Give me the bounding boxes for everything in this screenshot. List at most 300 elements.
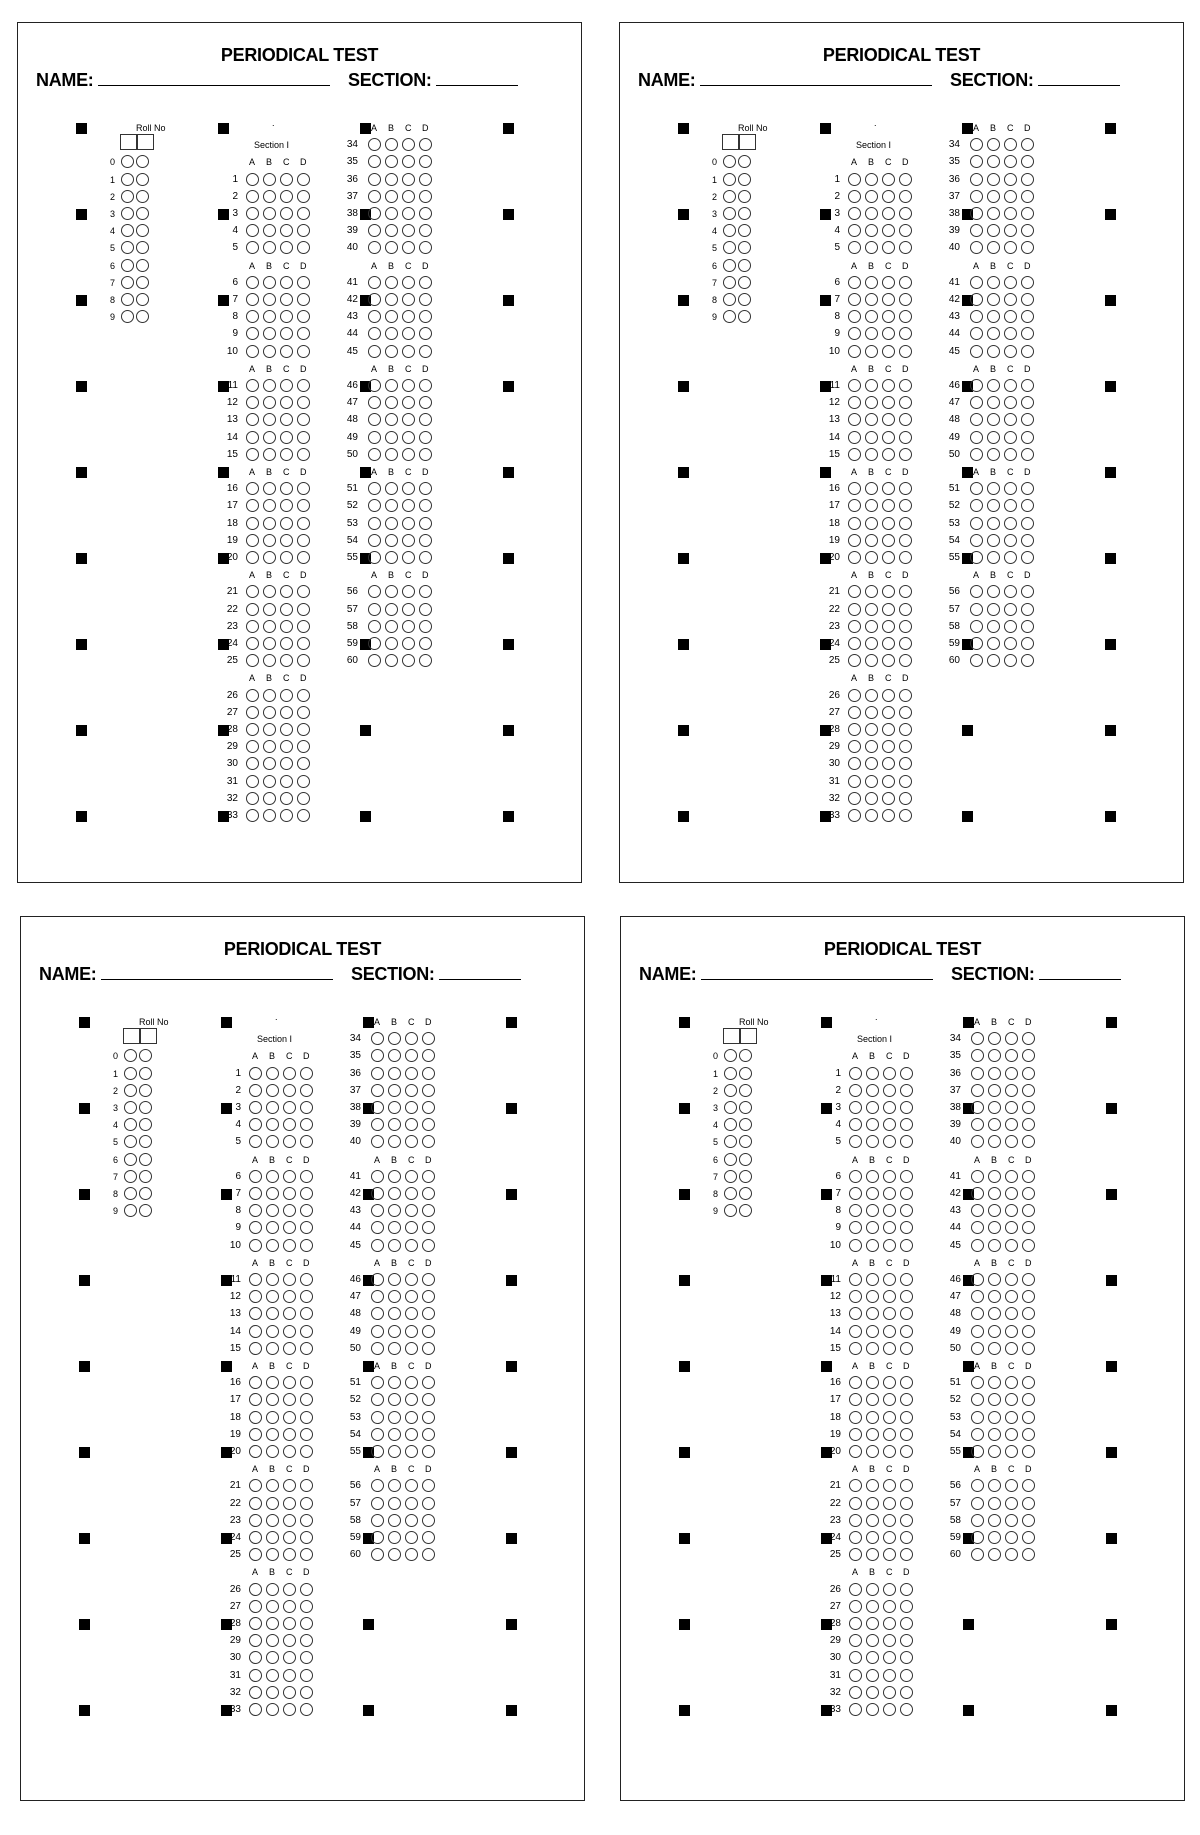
roll-no-box[interactable] — [723, 1028, 740, 1044]
bubble-q20-c[interactable] — [883, 1445, 896, 1458]
bubble-q40-b[interactable] — [987, 241, 1000, 254]
bubble-q40-a[interactable] — [971, 1135, 984, 1148]
bubble-q33-c[interactable] — [883, 1703, 896, 1716]
bubble-q34-c[interactable] — [1004, 138, 1017, 151]
bubble-q48-a[interactable] — [371, 1307, 384, 1320]
bubble-q1-d[interactable] — [297, 173, 310, 186]
bubble-q55-b[interactable] — [388, 1445, 401, 1458]
bubble-q22-b[interactable] — [866, 1497, 879, 1510]
bubble-q59-d[interactable] — [419, 637, 432, 650]
bubble-q28-b[interactable] — [865, 723, 878, 736]
bubble-q33-a[interactable] — [246, 809, 259, 822]
bubble-q30-a[interactable] — [249, 1651, 262, 1664]
bubble-q8-a[interactable] — [849, 1204, 862, 1217]
bubble-q8-c[interactable] — [280, 310, 293, 323]
bubble-q45-b[interactable] — [988, 1239, 1001, 1252]
bubble-q1-c[interactable] — [283, 1067, 296, 1080]
bubble-q41-b[interactable] — [388, 1170, 401, 1183]
roll-bubble-2-1[interactable] — [124, 1084, 137, 1097]
bubble-q27-c[interactable] — [883, 1600, 896, 1613]
bubble-q23-d[interactable] — [297, 620, 310, 633]
bubble-q43-d[interactable] — [419, 310, 432, 323]
roll-bubble-3-2[interactable] — [139, 1101, 152, 1114]
bubble-q16-c[interactable] — [280, 482, 293, 495]
bubble-q39-c[interactable] — [405, 1118, 418, 1131]
bubble-q56-c[interactable] — [405, 1479, 418, 1492]
bubble-q9-d[interactable] — [300, 1221, 313, 1234]
bubble-q43-c[interactable] — [402, 310, 415, 323]
bubble-q25-c[interactable] — [283, 1548, 296, 1561]
bubble-q9-c[interactable] — [280, 327, 293, 340]
bubble-q9-a[interactable] — [848, 327, 861, 340]
bubble-q36-b[interactable] — [388, 1067, 401, 1080]
bubble-q39-b[interactable] — [988, 1118, 1001, 1131]
bubble-q2-d[interactable] — [899, 190, 912, 203]
bubble-q39-d[interactable] — [419, 224, 432, 237]
bubble-q42-d[interactable] — [1022, 1187, 1035, 1200]
bubble-q55-c[interactable] — [1005, 1445, 1018, 1458]
bubble-q34-c[interactable] — [1005, 1032, 1018, 1045]
bubble-q47-d[interactable] — [1022, 1290, 1035, 1303]
bubble-q5-b[interactable] — [263, 241, 276, 254]
bubble-q27-d[interactable] — [900, 1600, 913, 1613]
bubble-q42-d[interactable] — [1021, 293, 1034, 306]
bubble-q6-a[interactable] — [249, 1170, 262, 1183]
bubble-q7-d[interactable] — [300, 1187, 313, 1200]
bubble-q53-b[interactable] — [388, 1411, 401, 1424]
bubble-q12-b[interactable] — [865, 396, 878, 409]
bubble-q54-a[interactable] — [368, 534, 381, 547]
bubble-q33-c[interactable] — [280, 809, 293, 822]
roll-bubble-9-2[interactable] — [738, 310, 751, 323]
bubble-q2-b[interactable] — [266, 1084, 279, 1097]
bubble-q31-b[interactable] — [263, 775, 276, 788]
bubble-q15-b[interactable] — [865, 448, 878, 461]
bubble-q51-c[interactable] — [1004, 482, 1017, 495]
bubble-q6-b[interactable] — [263, 276, 276, 289]
bubble-q31-c[interactable] — [283, 1669, 296, 1682]
bubble-q24-b[interactable] — [865, 637, 878, 650]
bubble-q56-d[interactable] — [422, 1479, 435, 1492]
roll-bubble-5-2[interactable] — [136, 241, 149, 254]
bubble-q56-b[interactable] — [385, 585, 398, 598]
bubble-q28-c[interactable] — [280, 723, 293, 736]
roll-bubble-2-1[interactable] — [723, 190, 736, 203]
bubble-q44-d[interactable] — [422, 1221, 435, 1234]
bubble-q19-d[interactable] — [900, 1428, 913, 1441]
bubble-q27-b[interactable] — [866, 1600, 879, 1613]
bubble-q40-c[interactable] — [405, 1135, 418, 1148]
bubble-q24-d[interactable] — [300, 1531, 313, 1544]
bubble-q18-b[interactable] — [865, 517, 878, 530]
bubble-q53-c[interactable] — [1004, 517, 1017, 530]
bubble-q21-c[interactable] — [882, 585, 895, 598]
bubble-q7-b[interactable] — [263, 293, 276, 306]
bubble-q22-b[interactable] — [266, 1497, 279, 1510]
bubble-q18-c[interactable] — [283, 1411, 296, 1424]
bubble-q44-b[interactable] — [987, 327, 1000, 340]
bubble-q54-b[interactable] — [385, 534, 398, 547]
bubble-q12-b[interactable] — [263, 396, 276, 409]
bubble-q13-b[interactable] — [266, 1307, 279, 1320]
bubble-q24-d[interactable] — [899, 637, 912, 650]
bubble-q10-d[interactable] — [297, 345, 310, 358]
bubble-q15-a[interactable] — [848, 448, 861, 461]
bubble-q24-a[interactable] — [246, 637, 259, 650]
bubble-q7-c[interactable] — [283, 1187, 296, 1200]
bubble-q18-a[interactable] — [848, 517, 861, 530]
bubble-q10-b[interactable] — [865, 345, 878, 358]
roll-bubble-2-2[interactable] — [739, 1084, 752, 1097]
bubble-q60-a[interactable] — [971, 1548, 984, 1561]
roll-bubble-1-1[interactable] — [124, 1067, 137, 1080]
roll-bubble-8-2[interactable] — [738, 293, 751, 306]
bubble-q45-a[interactable] — [371, 1239, 384, 1252]
roll-bubble-1-2[interactable] — [136, 173, 149, 186]
bubble-q50-c[interactable] — [1004, 448, 1017, 461]
roll-bubble-7-1[interactable] — [121, 276, 134, 289]
bubble-q46-b[interactable] — [388, 1273, 401, 1286]
bubble-q8-b[interactable] — [266, 1204, 279, 1217]
bubble-q20-d[interactable] — [900, 1445, 913, 1458]
bubble-q6-c[interactable] — [280, 276, 293, 289]
bubble-q44-b[interactable] — [988, 1221, 1001, 1234]
bubble-q11-a[interactable] — [849, 1273, 862, 1286]
bubble-q35-a[interactable] — [371, 1049, 384, 1062]
bubble-q42-d[interactable] — [419, 293, 432, 306]
roll-bubble-0-2[interactable] — [738, 155, 751, 168]
bubble-q47-d[interactable] — [419, 396, 432, 409]
roll-bubble-4-1[interactable] — [724, 1118, 737, 1131]
bubble-q55-d[interactable] — [419, 551, 432, 564]
bubble-q41-d[interactable] — [422, 1170, 435, 1183]
bubble-q55-b[interactable] — [988, 1445, 1001, 1458]
bubble-q33-d[interactable] — [300, 1703, 313, 1716]
bubble-q26-a[interactable] — [249, 1583, 262, 1596]
bubble-q33-d[interactable] — [297, 809, 310, 822]
bubble-q14-d[interactable] — [300, 1325, 313, 1338]
bubble-q35-c[interactable] — [1005, 1049, 1018, 1062]
bubble-q1-d[interactable] — [899, 173, 912, 186]
bubble-q15-b[interactable] — [263, 448, 276, 461]
bubble-q58-d[interactable] — [1021, 620, 1034, 633]
bubble-q54-b[interactable] — [388, 1428, 401, 1441]
bubble-q51-d[interactable] — [422, 1376, 435, 1389]
bubble-q34-a[interactable] — [971, 1032, 984, 1045]
bubble-q52-b[interactable] — [388, 1393, 401, 1406]
bubble-q11-c[interactable] — [280, 379, 293, 392]
bubble-q40-b[interactable] — [388, 1135, 401, 1148]
bubble-q57-d[interactable] — [419, 603, 432, 616]
bubble-q29-b[interactable] — [263, 740, 276, 753]
bubble-q56-a[interactable] — [970, 585, 983, 598]
bubble-q26-b[interactable] — [263, 689, 276, 702]
roll-bubble-6-1[interactable] — [121, 259, 134, 272]
bubble-q20-a[interactable] — [246, 551, 259, 564]
bubble-q13-d[interactable] — [297, 413, 310, 426]
bubble-q1-b[interactable] — [866, 1067, 879, 1080]
bubble-q26-c[interactable] — [283, 1583, 296, 1596]
bubble-q47-b[interactable] — [388, 1290, 401, 1303]
bubble-q14-b[interactable] — [266, 1325, 279, 1338]
bubble-q3-c[interactable] — [283, 1101, 296, 1114]
bubble-q37-b[interactable] — [385, 190, 398, 203]
bubble-q8-b[interactable] — [865, 310, 878, 323]
bubble-q58-a[interactable] — [970, 620, 983, 633]
bubble-q51-b[interactable] — [987, 482, 1000, 495]
bubble-q12-b[interactable] — [866, 1290, 879, 1303]
bubble-q30-a[interactable] — [848, 757, 861, 770]
bubble-q40-a[interactable] — [371, 1135, 384, 1148]
bubble-q35-d[interactable] — [1021, 155, 1034, 168]
bubble-q13-c[interactable] — [883, 1307, 896, 1320]
roll-bubble-5-1[interactable] — [723, 241, 736, 254]
roll-bubble-7-2[interactable] — [738, 276, 751, 289]
bubble-q34-b[interactable] — [987, 138, 1000, 151]
bubble-q37-a[interactable] — [970, 190, 983, 203]
bubble-q27-b[interactable] — [865, 706, 878, 719]
bubble-q6-d[interactable] — [297, 276, 310, 289]
bubble-q57-b[interactable] — [988, 1497, 1001, 1510]
bubble-q55-b[interactable] — [385, 551, 398, 564]
bubble-q48-b[interactable] — [388, 1307, 401, 1320]
bubble-q17-d[interactable] — [300, 1393, 313, 1406]
roll-bubble-8-1[interactable] — [121, 293, 134, 306]
roll-bubble-4-2[interactable] — [739, 1118, 752, 1131]
bubble-q22-b[interactable] — [263, 603, 276, 616]
bubble-q58-c[interactable] — [402, 620, 415, 633]
bubble-q50-d[interactable] — [422, 1342, 435, 1355]
bubble-q19-a[interactable] — [249, 1428, 262, 1441]
bubble-q24-a[interactable] — [849, 1531, 862, 1544]
bubble-q60-b[interactable] — [988, 1548, 1001, 1561]
bubble-q31-d[interactable] — [297, 775, 310, 788]
bubble-q60-b[interactable] — [987, 654, 1000, 667]
bubble-q57-c[interactable] — [1005, 1497, 1018, 1510]
bubble-q5-b[interactable] — [266, 1135, 279, 1148]
bubble-q23-b[interactable] — [266, 1514, 279, 1527]
bubble-q12-c[interactable] — [283, 1290, 296, 1303]
bubble-q57-b[interactable] — [987, 603, 1000, 616]
bubble-q59-b[interactable] — [988, 1531, 1001, 1544]
bubble-q29-c[interactable] — [283, 1634, 296, 1647]
bubble-q22-c[interactable] — [280, 603, 293, 616]
bubble-q18-b[interactable] — [266, 1411, 279, 1424]
bubble-q32-a[interactable] — [848, 792, 861, 805]
bubble-q38-b[interactable] — [988, 1101, 1001, 1114]
bubble-q42-c[interactable] — [405, 1187, 418, 1200]
bubble-q23-a[interactable] — [246, 620, 259, 633]
bubble-q19-b[interactable] — [263, 534, 276, 547]
bubble-q50-d[interactable] — [419, 448, 432, 461]
bubble-q48-d[interactable] — [1022, 1307, 1035, 1320]
bubble-q56-c[interactable] — [1005, 1479, 1018, 1492]
bubble-q45-d[interactable] — [419, 345, 432, 358]
bubble-q24-a[interactable] — [848, 637, 861, 650]
bubble-q50-b[interactable] — [385, 448, 398, 461]
bubble-q39-d[interactable] — [1021, 224, 1034, 237]
bubble-q16-a[interactable] — [848, 482, 861, 495]
roll-bubble-4-1[interactable] — [124, 1118, 137, 1131]
bubble-q1-a[interactable] — [249, 1067, 262, 1080]
bubble-q10-d[interactable] — [300, 1239, 313, 1252]
bubble-q43-d[interactable] — [1021, 310, 1034, 323]
bubble-q17-b[interactable] — [263, 499, 276, 512]
bubble-q22-a[interactable] — [246, 603, 259, 616]
bubble-q10-b[interactable] — [266, 1239, 279, 1252]
bubble-q43-d[interactable] — [1022, 1204, 1035, 1217]
bubble-q1-a[interactable] — [849, 1067, 862, 1080]
roll-bubble-8-2[interactable] — [136, 293, 149, 306]
bubble-q16-c[interactable] — [283, 1376, 296, 1389]
bubble-q27-a[interactable] — [849, 1600, 862, 1613]
bubble-q15-c[interactable] — [883, 1342, 896, 1355]
bubble-q46-a[interactable] — [970, 379, 983, 392]
bubble-q40-c[interactable] — [1004, 241, 1017, 254]
roll-bubble-0-1[interactable] — [121, 155, 134, 168]
bubble-q4-b[interactable] — [865, 224, 878, 237]
roll-bubble-0-1[interactable] — [723, 155, 736, 168]
roll-bubble-2-1[interactable] — [724, 1084, 737, 1097]
bubble-q26-d[interactable] — [899, 689, 912, 702]
bubble-q28-b[interactable] — [263, 723, 276, 736]
bubble-q31-a[interactable] — [849, 1669, 862, 1682]
bubble-q19-d[interactable] — [297, 534, 310, 547]
roll-no-box[interactable] — [740, 1028, 757, 1044]
bubble-q17-d[interactable] — [900, 1393, 913, 1406]
bubble-q21-b[interactable] — [866, 1479, 879, 1492]
bubble-q44-c[interactable] — [402, 327, 415, 340]
bubble-q44-c[interactable] — [1005, 1221, 1018, 1234]
bubble-q42-c[interactable] — [402, 293, 415, 306]
bubble-q59-a[interactable] — [371, 1531, 384, 1544]
bubble-q44-c[interactable] — [405, 1221, 418, 1234]
bubble-q36-d[interactable] — [419, 173, 432, 186]
bubble-q12-c[interactable] — [280, 396, 293, 409]
bubble-q34-a[interactable] — [368, 138, 381, 151]
bubble-q47-a[interactable] — [368, 396, 381, 409]
bubble-q45-a[interactable] — [971, 1239, 984, 1252]
bubble-q54-d[interactable] — [1022, 1428, 1035, 1441]
bubble-q7-d[interactable] — [900, 1187, 913, 1200]
bubble-q41-c[interactable] — [402, 276, 415, 289]
bubble-q18-d[interactable] — [300, 1411, 313, 1424]
roll-bubble-1-1[interactable] — [723, 173, 736, 186]
bubble-q33-c[interactable] — [882, 809, 895, 822]
bubble-q10-c[interactable] — [283, 1239, 296, 1252]
bubble-q12-a[interactable] — [849, 1290, 862, 1303]
bubble-q23-a[interactable] — [848, 620, 861, 633]
bubble-q39-a[interactable] — [368, 224, 381, 237]
roll-bubble-5-1[interactable] — [124, 1135, 137, 1148]
bubble-q47-a[interactable] — [971, 1290, 984, 1303]
bubble-q2-a[interactable] — [249, 1084, 262, 1097]
bubble-q35-c[interactable] — [402, 155, 415, 168]
bubble-q50-a[interactable] — [368, 448, 381, 461]
bubble-q54-a[interactable] — [371, 1428, 384, 1441]
bubble-q7-b[interactable] — [266, 1187, 279, 1200]
bubble-q46-a[interactable] — [368, 379, 381, 392]
bubble-q23-d[interactable] — [300, 1514, 313, 1527]
bubble-q35-d[interactable] — [419, 155, 432, 168]
bubble-q47-c[interactable] — [405, 1290, 418, 1303]
bubble-q23-b[interactable] — [865, 620, 878, 633]
bubble-q19-c[interactable] — [280, 534, 293, 547]
bubble-q16-d[interactable] — [899, 482, 912, 495]
bubble-q19-d[interactable] — [899, 534, 912, 547]
bubble-q32-d[interactable] — [899, 792, 912, 805]
bubble-q54-a[interactable] — [970, 534, 983, 547]
bubble-q33-a[interactable] — [848, 809, 861, 822]
bubble-q37-d[interactable] — [422, 1084, 435, 1097]
bubble-q33-a[interactable] — [849, 1703, 862, 1716]
bubble-q53-a[interactable] — [368, 517, 381, 530]
bubble-q9-d[interactable] — [297, 327, 310, 340]
bubble-q56-c[interactable] — [1004, 585, 1017, 598]
bubble-q51-a[interactable] — [368, 482, 381, 495]
bubble-q5-c[interactable] — [283, 1135, 296, 1148]
bubble-q4-a[interactable] — [849, 1118, 862, 1131]
bubble-q14-b[interactable] — [263, 431, 276, 444]
bubble-q60-b[interactable] — [388, 1548, 401, 1561]
bubble-q42-c[interactable] — [1005, 1187, 1018, 1200]
bubble-q45-a[interactable] — [970, 345, 983, 358]
bubble-q36-c[interactable] — [405, 1067, 418, 1080]
bubble-q26-a[interactable] — [246, 689, 259, 702]
bubble-q13-a[interactable] — [246, 413, 259, 426]
bubble-q22-c[interactable] — [283, 1497, 296, 1510]
bubble-q49-c[interactable] — [402, 431, 415, 444]
bubble-q8-d[interactable] — [297, 310, 310, 323]
bubble-q21-a[interactable] — [246, 585, 259, 598]
bubble-q47-c[interactable] — [1005, 1290, 1018, 1303]
bubble-q43-b[interactable] — [388, 1204, 401, 1217]
bubble-q54-c[interactable] — [1004, 534, 1017, 547]
roll-bubble-1-1[interactable] — [121, 173, 134, 186]
bubble-q10-a[interactable] — [249, 1239, 262, 1252]
bubble-q39-a[interactable] — [970, 224, 983, 237]
bubble-q54-b[interactable] — [987, 534, 1000, 547]
roll-bubble-8-2[interactable] — [739, 1187, 752, 1200]
roll-bubble-3-1[interactable] — [723, 207, 736, 220]
bubble-q13-c[interactable] — [280, 413, 293, 426]
bubble-q33-d[interactable] — [900, 1703, 913, 1716]
bubble-q26-b[interactable] — [866, 1583, 879, 1596]
bubble-q39-c[interactable] — [1004, 224, 1017, 237]
bubble-q28-a[interactable] — [848, 723, 861, 736]
bubble-q58-b[interactable] — [385, 620, 398, 633]
bubble-q9-a[interactable] — [849, 1221, 862, 1234]
bubble-q24-c[interactable] — [283, 1531, 296, 1544]
bubble-q25-a[interactable] — [849, 1548, 862, 1561]
bubble-q45-c[interactable] — [405, 1239, 418, 1252]
bubble-q23-c[interactable] — [883, 1514, 896, 1527]
bubble-q59-d[interactable] — [422, 1531, 435, 1544]
bubble-q56-b[interactable] — [388, 1479, 401, 1492]
bubble-q60-c[interactable] — [1004, 654, 1017, 667]
bubble-q9-b[interactable] — [266, 1221, 279, 1234]
bubble-q59-b[interactable] — [385, 637, 398, 650]
bubble-q30-d[interactable] — [900, 1651, 913, 1664]
roll-bubble-6-2[interactable] — [739, 1153, 752, 1166]
bubble-q56-d[interactable] — [1022, 1479, 1035, 1492]
bubble-q34-a[interactable] — [970, 138, 983, 151]
bubble-q7-a[interactable] — [249, 1187, 262, 1200]
bubble-q4-d[interactable] — [297, 224, 310, 237]
bubble-q36-b[interactable] — [987, 173, 1000, 186]
bubble-q44-b[interactable] — [385, 327, 398, 340]
bubble-q59-c[interactable] — [1004, 637, 1017, 650]
